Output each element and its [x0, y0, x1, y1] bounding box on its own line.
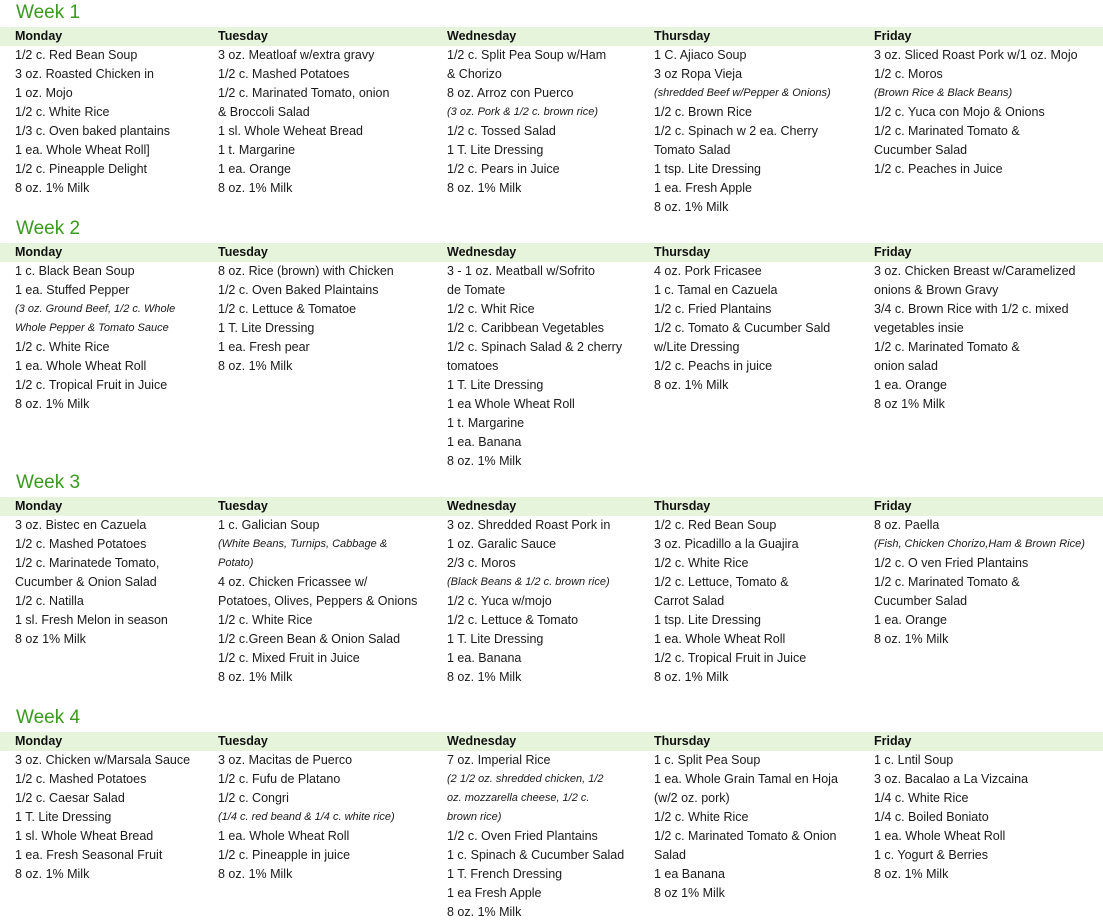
- menu-column-tuesday: [218, 516, 417, 687]
- menu-item-note: Potato): [218, 557, 254, 569]
- menu-column-tuesday: [218, 46, 389, 198]
- menu-item: 1/2 c. Red Bean Soup: [15, 48, 138, 62]
- day-header-tuesday: Tuesday: [218, 29, 268, 43]
- day-header-bar: [0, 732, 1103, 751]
- menu-item: 1 ea. Orange: [874, 613, 947, 627]
- menu-item: 1/2 c. Lettuce, Tomato &: [654, 575, 789, 589]
- day-header-monday: Monday: [15, 499, 63, 513]
- menu-column-thursday: [654, 516, 806, 687]
- day-header-tuesday: Tuesday: [218, 734, 268, 748]
- menu-item: 8 oz. 1% Milk: [447, 670, 522, 684]
- menu-item: 1/2 c. Congri: [218, 791, 289, 805]
- menu-item: 8 oz. Paella: [874, 518, 940, 532]
- menu-column-wednesday: [447, 46, 606, 198]
- week-title: Week 4: [16, 707, 81, 728]
- menu-item: 1/4 c. Boiled Boniato: [874, 810, 989, 824]
- menu-item: 1/2 c. Peachs in juice: [654, 359, 773, 373]
- menu-item-note: (White Beans, Turnips, Cabbage &: [218, 538, 388, 550]
- menu-column-wednesday: [447, 516, 610, 687]
- day-header-monday: Monday: [15, 734, 63, 748]
- menu-item: 1/2 c. Mashed Potatoes: [218, 67, 350, 81]
- menu-item: 1 ea. Whole Wheat Roll]: [15, 143, 150, 157]
- menu-item: 1/2 c. Moros: [874, 67, 943, 81]
- menu-item: Salad: [654, 848, 686, 862]
- menu-item: 1 c. Black Bean Soup: [15, 264, 135, 278]
- menu-item: 8 oz. 1% Milk: [15, 181, 90, 195]
- menu-column-friday: [874, 751, 1028, 884]
- menu-item: 1 ea. Whole Wheat Roll: [874, 829, 1006, 843]
- menu-item-note: (3 oz. Pork & 1/2 c. brown rice): [447, 106, 598, 118]
- menu-item: Cucumber Salad: [874, 143, 968, 157]
- menu-item: 1 ea. Whole Grain Tamal en Hoja: [654, 772, 838, 786]
- menu-item: 1/2 c. Brown Rice: [654, 105, 752, 119]
- menu-item: Potatoes, Olives, Peppers & Onions: [218, 594, 418, 608]
- menu-item: 2/3 c. Moros: [447, 556, 516, 570]
- week-title: Week 2: [16, 218, 81, 239]
- menu-item: 1 ea Fresh Apple: [447, 886, 542, 900]
- menu-item: Cucumber & Onion Salad: [15, 575, 157, 589]
- menu-item: 3 oz. Macitas de Puerco: [218, 753, 353, 767]
- menu-item: 1 tsp. Lite Dressing: [654, 162, 761, 176]
- menu-item: 1 sl. Whole Weheat Bread: [218, 124, 363, 138]
- menu-item: 3 oz. Roasted Chicken in: [15, 67, 154, 81]
- menu-item: 1 ea. Banana: [447, 435, 522, 449]
- day-header-tuesday: Tuesday: [218, 245, 268, 259]
- menu-item: 1/2 c. Marinated Tomato, onion: [218, 86, 390, 100]
- menu-item: 1/2 c. Yuca con Mojo & Onions: [874, 105, 1045, 119]
- menu-item: 1 ea. Orange: [218, 162, 291, 176]
- menu-column-friday: [874, 516, 1085, 649]
- week-title: Week 3: [16, 472, 81, 493]
- menu-item: 1 oz. Garalic Sauce: [447, 537, 557, 551]
- menu-item-note: (3 oz. Ground Beef, 1/2 c. Whole: [15, 303, 176, 315]
- menu-item: 1 c. Split Pea Soup: [654, 753, 761, 767]
- menu-item: 3 oz. Chicken Breast w/Caramelized: [874, 264, 1076, 278]
- menu-item: 1 ea. Stuffed Pepper: [15, 283, 130, 297]
- menu-item: 1/2 c. White Rice: [15, 340, 110, 354]
- day-header-friday: Friday: [874, 29, 912, 43]
- day-header-wednesday: Wednesday: [447, 29, 517, 43]
- menu-item: 1 ea. Banana: [447, 651, 522, 665]
- day-header-tuesday: Tuesday: [218, 499, 268, 513]
- menu-column-wednesday: [447, 262, 622, 471]
- day-header-thursday: Thursday: [654, 499, 711, 513]
- menu-item: Carrot Salad: [654, 594, 725, 608]
- menu-item: 1/3 c. Oven baked plantains: [15, 124, 170, 138]
- menu-item: 8 oz 1% Milk: [654, 886, 725, 900]
- menu-item: 1/2 c. Spinach w 2 ea. Cherry: [654, 124, 818, 138]
- menu-item-note: Whole Pepper & Tomato Sauce: [15, 322, 169, 334]
- menu-item: 8 oz. 1% Milk: [15, 397, 90, 411]
- menu-item: 1/2 c. Marinated Tomato & Onion: [654, 829, 837, 843]
- menu-item: 1/2 c. Marinatede Tomato,: [15, 556, 160, 570]
- menu-column-thursday: [654, 262, 830, 395]
- menu-item: 1 sl. Whole Wheat Bread: [15, 829, 154, 843]
- menu-item: 1/2 c. Marinated Tomato &: [874, 124, 1020, 138]
- menu-item: 8 oz. 1% Milk: [447, 454, 522, 468]
- menu-column-monday: [15, 262, 175, 414]
- menu-item: 1/2 c. Peaches in Juice: [874, 162, 1003, 176]
- menu-item: 8 oz. 1% Milk: [218, 670, 293, 684]
- day-header-bar: [0, 497, 1103, 516]
- menu-item: 8 oz. 1% Milk: [654, 200, 729, 214]
- menu-item: 1/2 c. White Rice: [218, 613, 313, 627]
- menu-item: 1/2 c. O ven Fried Plantains: [874, 556, 1029, 570]
- menu-item: 8 oz. Arroz con Puerco: [447, 86, 574, 100]
- menu-item-note: brown rice): [447, 811, 502, 823]
- menu-column-friday: [874, 262, 1075, 414]
- menu-item: 1/2 c. Split Pea Soup w/Ham: [447, 48, 607, 62]
- menu-column-monday: [15, 46, 170, 198]
- menu-item: 1 c. Spinach & Cucumber Salad: [447, 848, 625, 862]
- menu-item: 1 tsp. Lite Dressing: [654, 613, 761, 627]
- menu-item: 1/2 c. White Rice: [654, 810, 749, 824]
- menu-item: 1/2 c. White Rice: [654, 556, 749, 570]
- menu-item: 1 c. Yogurt & Berries: [874, 848, 988, 862]
- day-header-friday: Friday: [874, 734, 912, 748]
- menu-item: 1/2 c. Marinated Tomato &: [874, 575, 1020, 589]
- menu-item: 8 oz. 1% Milk: [218, 359, 293, 373]
- menu-item: 3/4 c. Brown Rice with 1/2 c. mixed: [874, 302, 1069, 316]
- menu-column-monday: [15, 516, 168, 649]
- menu-item: 8 oz. Rice (brown) with Chicken: [218, 264, 394, 278]
- menu-item: 4 oz. Chicken Fricassee w/: [218, 575, 368, 589]
- menu-column-thursday: [654, 46, 831, 217]
- menu-item: 1 c. Galician Soup: [218, 518, 320, 532]
- day-header-friday: Friday: [874, 499, 912, 513]
- day-header-bar: [0, 243, 1103, 262]
- menu-item: 1/2 c. Tropical Fruit in Juice: [654, 651, 807, 665]
- menu-item: 8 oz. 1% Milk: [874, 632, 949, 646]
- menu-item: onions & Brown Gravy: [874, 283, 999, 297]
- menu-item: w/Lite Dressing: [654, 340, 740, 354]
- menu-item: 3 - 1 oz. Meatball w/Sofrito: [447, 264, 595, 278]
- menu-item-note: (2 1/2 oz. shredded chicken, 1/2: [447, 773, 604, 785]
- menu-item: 8 oz. 1% Milk: [447, 905, 522, 919]
- menu-item: 1 ea. Orange: [874, 378, 947, 392]
- menu-item: 1 T. Lite Dressing: [447, 378, 544, 392]
- menu-item: 1/2 c. Spinach Salad & 2 cherry: [447, 340, 623, 354]
- menu-item: de Tomate: [447, 283, 506, 297]
- menu-item: Cucumber Salad: [874, 594, 968, 608]
- menu-item: 1/2 c. Natilla: [15, 594, 84, 608]
- day-header-friday: Friday: [874, 245, 912, 259]
- menu-item: 8 oz. 1% Milk: [447, 181, 522, 195]
- day-header-thursday: Thursday: [654, 245, 711, 259]
- menu-item: onion salad: [874, 359, 938, 373]
- menu-item: 8 oz. 1% Milk: [654, 670, 729, 684]
- day-header-thursday: Thursday: [654, 29, 711, 43]
- menu-item: 1/2 c. Oven Fried Plantains: [447, 829, 598, 843]
- day-header-wednesday: Wednesday: [447, 734, 517, 748]
- menu-item: 3 oz. Meatloaf w/extra gravy: [218, 48, 375, 62]
- menu-item: 1 ea. Fresh Seasonal Fruit: [15, 848, 163, 862]
- menu-item: 1/2 c. Red Bean Soup: [654, 518, 777, 532]
- week-title: Week 1: [16, 2, 81, 23]
- day-header-monday: Monday: [15, 245, 63, 259]
- menu-item: 1 c. Tamal en Cazuela: [654, 283, 778, 297]
- menu-item: 1 ea. Fresh pear: [218, 340, 310, 354]
- menu-item: vegetables insie: [874, 321, 964, 335]
- menu-item: 1/4 c. White Rice: [874, 791, 969, 805]
- menu-item: 1 ea. Fresh Apple: [654, 181, 752, 195]
- menu-item: 1/2 c. Tropical Fruit in Juice: [15, 378, 168, 392]
- menu-item-note: (Fish, Chicken Chorizo,Ham & Brown Rice): [874, 538, 1085, 550]
- menu-item: 1/2 c. Caesar Salad: [15, 791, 125, 805]
- menu-item: 1 ea Banana: [654, 867, 725, 881]
- menu-item-note: (1/4 c. red beand & 1/4 c. white rice): [218, 811, 395, 823]
- menu-item-note: (Black Beans & 1/2 c. brown rice): [447, 576, 610, 588]
- menu-item: 1/2 c. Mixed Fruit in Juice: [218, 651, 360, 665]
- menu-item: 8 oz 1% Milk: [874, 397, 945, 411]
- menu-item: 1/2 c. Mashed Potatoes: [15, 772, 147, 786]
- menu-item: 1/2 c. Pears in Juice: [447, 162, 560, 176]
- menu-column-thursday: [654, 751, 838, 903]
- menu-item: 1 ea. Whole Wheat Roll: [15, 359, 147, 373]
- menu-item: 1 t. Margarine: [218, 143, 296, 157]
- menu-item: 1/2 c. Oven Baked Plaintains: [218, 283, 379, 297]
- day-header-wednesday: Wednesday: [447, 499, 517, 513]
- day-header-monday: Monday: [15, 29, 63, 43]
- menu-item: 1 c. Lntil Soup: [874, 753, 954, 767]
- menu-column-wednesday: [447, 751, 624, 922]
- menu-item-note: oz. mozzarella cheese, 1/2 c.: [447, 792, 590, 804]
- menu-item: 1 C. Ajiaco Soup: [654, 48, 747, 62]
- menu-item: 1 t. Margarine: [447, 416, 525, 430]
- menu-item: 1/2 c. Fufu de Platano: [218, 772, 341, 786]
- menu-item: 1/2 c. Yuca w/mojo: [447, 594, 552, 608]
- menu-item: 8 oz. 1% Milk: [218, 181, 293, 195]
- menu-item: 3 oz. Chicken w/Marsala Sauce: [15, 753, 191, 767]
- menu-item: 1 T. French Dressing: [447, 867, 563, 881]
- menu-item: (w/2 oz. pork): [654, 791, 730, 805]
- menu-item: 1/2 c.Green Bean & Onion Salad: [218, 632, 401, 646]
- day-header-bar: [0, 27, 1103, 46]
- menu-column-monday: [15, 751, 190, 884]
- menu-item: Tomato Salad: [654, 143, 731, 157]
- menu-item: 3 oz. Picadillo a la Guajira: [654, 537, 799, 551]
- menu-item: 1/2 c. Mashed Potatoes: [15, 537, 147, 551]
- menu-item: 1 T. Lite Dressing: [218, 321, 315, 335]
- menu-item: 7 oz. Imperial Rice: [447, 753, 551, 767]
- menu-item: 3 oz. Shredded Roast Pork in: [447, 518, 611, 532]
- menu-item: 8 oz. 1% Milk: [218, 867, 293, 881]
- menu-item: tomatoes: [447, 359, 499, 373]
- menu-item: 1 ea. Whole Wheat Roll: [218, 829, 350, 843]
- menu-item: 1/2 c. Lettuce & Tomato: [447, 613, 579, 627]
- menu-item: 1/2 c. White Rice: [15, 105, 110, 119]
- menu-item: 1/2 c. Marinated Tomato &: [874, 340, 1020, 354]
- menu-item: 1/2 c. Pineapple in juice: [218, 848, 351, 862]
- menu-item-note: (shredded Beef w/Pepper & Onions): [654, 87, 831, 99]
- menu-item: 1 T. Lite Dressing: [447, 632, 544, 646]
- menu-item: 1/2 c. Lettuce & Tomatoe: [218, 302, 357, 316]
- menu-item: 1/2 c. Pineapple Delight: [15, 162, 148, 176]
- menu-item: 8 oz. 1% Milk: [654, 378, 729, 392]
- menu-column-friday: [874, 46, 1078, 179]
- menu-item: 1 T. Lite Dressing: [15, 810, 112, 824]
- menu-item: 8 oz. 1% Milk: [874, 867, 949, 881]
- menu-item: 1 ea. Whole Wheat Roll: [654, 632, 786, 646]
- menu-item: 8 oz 1% Milk: [15, 632, 86, 646]
- menu-item: & Broccoli Salad: [218, 105, 310, 119]
- menu-item: 8 oz. 1% Milk: [15, 867, 90, 881]
- menu-item: 3 oz. Sliced Roast Pork w/1 oz. Mojo: [874, 48, 1078, 62]
- menu-item: 1/2 c. Tomato & Cucumber Sald: [654, 321, 831, 335]
- menu-item: 1 sl. Fresh Melon in season: [15, 613, 168, 627]
- menu-item: 1/2 c. Caribbean Vegetables: [447, 321, 605, 335]
- menu-item: 3 oz. Bacalao a La Vizcaina: [874, 772, 1029, 786]
- menu-item: 1/2 c. Whit Rice: [447, 302, 535, 316]
- day-header-thursday: Thursday: [654, 734, 711, 748]
- menu-item: 3 oz. Bistec en Cazuela: [15, 518, 147, 532]
- menu-item: 1 ea Whole Wheat Roll: [447, 397, 575, 411]
- menu-item: 1/2 c. Tossed Salad: [447, 124, 556, 138]
- menu-item: & Chorizo: [447, 67, 502, 81]
- menu-column-tuesday: [218, 262, 394, 376]
- menu-item: 1/2 c. Fried Plantains: [654, 302, 772, 316]
- menu-column-tuesday: [218, 751, 395, 884]
- menu-item: 1 oz. Mojo: [15, 86, 73, 100]
- menu-item: 1 T. Lite Dressing: [447, 143, 544, 157]
- menu-item-note: (Brown Rice & Black Beans): [874, 87, 1013, 99]
- day-header-wednesday: Wednesday: [447, 245, 517, 259]
- menu-item: 3 oz Ropa Vieja: [654, 67, 743, 81]
- menu-item: 4 oz. Pork Fricasee: [654, 264, 762, 278]
